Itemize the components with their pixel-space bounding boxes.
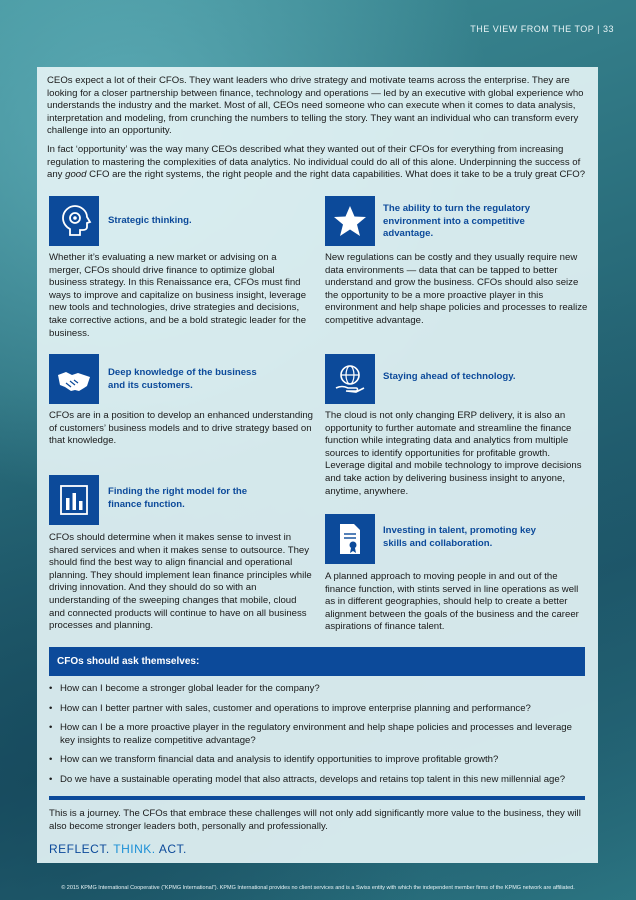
- intro-p2-start: In fact ‘opportunity’ was the way many CEOs described what they wanted out of their CFOs for everything from increasing regulation to mastering the complexities of data analytics. No individual could do all of this alone. Underpinning the success of any: [47, 143, 581, 181]
- page-header-tag: THE VIEW FROM THE TOP | 33: [470, 24, 614, 34]
- customers-body: CFOs are in a position to develop an enhanced understanding of customers’ business models and to drive strategy based on that knowledge.: [49, 410, 314, 447]
- intro-paragraph-2: [47, 144, 587, 182]
- question-item: • How can I be a more proactive player in the regulatory environment and help shape policies and processes and leverage key insights to realize competitive advantage?: [49, 722, 589, 747]
- content-panel: [37, 67, 598, 863]
- question-item: • How can we transform financial data and analysis to identify opportunities to improve profitable growth?: [49, 754, 589, 767]
- tagline-reflect: REFLECT.: [49, 842, 114, 856]
- technology-title: Staying ahead of technology.: [383, 371, 516, 382]
- strategic-thinking-body: Whether it’s evaluating a new market or advising on a merger, CFOs should drive finance to optimize global business strategy. In this Renaissance era, CFOs must find ways to improve and capitalize on business insight, leverage new tools and technologies, drive strategies and decisions, take corrective actions, and be a bold strategic leader for the business.: [49, 252, 307, 339]
- certificate-icon: [325, 514, 375, 564]
- tagline-act: ACT.: [158, 842, 187, 856]
- finance-model-body: CFOs should determine when it makes sense to invest in shared services and when it makes sense to outsource. They should find the best way to align financial and operational planning. They should implement lean finance principles while driving innovation. And they should do so with an understanding of the sweeping changes that mobile, cloud and connected products will continue to have on all business processes and planning.: [49, 532, 312, 632]
- intro-paragraph-1: CEOs expect a lot of their CFOs. They want leaders who drive strategy and motivate teams across the enterprise. They are looking for a closer partnership between finance, technology and operations — led by an executive with global experience who understands the industry and the market. Most of all, CEOs need someone who can execute when it comes to data analysis, interpretation and modeling, from crunching the numbers to telling the story. They want an individual who can transform every challenge into an opportunity.: [47, 75, 584, 137]
- intro-p2-emphasis: good: [65, 169, 87, 181]
- technology-body: The cloud is not only changing ERP delivery, it is also an opportunity to further automate and streamline the finance function while integrating data and analytics from multiple sources to identify opportunities for profitable growth. Leverage digital and mobile technology to improve decisions and take action by delivering business insight to anyone, anytime, anywhere.: [325, 410, 582, 497]
- question-item: • How can I become a stronger global leader for the company?: [49, 683, 589, 696]
- intro-p2-end: CFO are the right systems, the right people and the right data capabilities. What does it take to be a truly great CFO?: [86, 169, 586, 181]
- copyright-footer: © 2015 KPMG International Cooperative (“KPMG International”). KPMG International provides no client services and is a Swiss entity with which the independent member firms of the KPMG network are affiliated.: [61, 885, 575, 891]
- question-item: • Do we have a sustainable operating model that also attracts, develops and retains top talent in this new millennial age?: [49, 774, 589, 787]
- question-list: [49, 683, 589, 794]
- handshake-icon: [49, 354, 99, 404]
- star-icon: [325, 196, 375, 246]
- talent-body: A planned approach to moving people in and out of the finance function, with stints served in line operations as well as in different geographies, should help to create a better alignment between the goals of the business and the career aspirations of finance talent.: [325, 571, 579, 633]
- closing-paragraph: This is a journey. The CFOs that embrace these challenges will not only add significantly more value to the business, they will also become stronger leaders both, personally and professionally.: [49, 808, 581, 832]
- customers-title: Deep knowledge of the business and its customers.: [108, 367, 257, 391]
- ask-themselves-heading: CFOs should ask themselves:: [49, 647, 585, 676]
- tagline: [49, 842, 187, 856]
- intro-text: [47, 75, 587, 188]
- head-gear-icon: [49, 196, 99, 246]
- finance-model-title: Finding the right model for the finance function.: [108, 486, 248, 510]
- question-item: • How can I better partner with sales, customer and operations to improve enterprise planning and performance?: [49, 703, 589, 716]
- strategic-thinking-title: Strategic thinking.: [108, 215, 192, 226]
- bar-chart-icon: [49, 475, 99, 525]
- tagline-think: THINK.: [113, 842, 159, 856]
- section-divider: [49, 796, 585, 800]
- globe-hand-icon: [325, 354, 375, 404]
- regulatory-body: New regulations can be costly and they usually require new data environments — data that can be tapped to better understand and grow the business. CFOs should also seize the opportunity to be a more proactive player in this environment and help shape policies and processes to realize competitive advantage.: [325, 252, 588, 326]
- talent-title: Investing in talent, promoting key skills and collaboration.: [383, 525, 536, 549]
- regulatory-title: The ability to turn the regulatory environment into a competitive advantage.: [383, 203, 531, 240]
